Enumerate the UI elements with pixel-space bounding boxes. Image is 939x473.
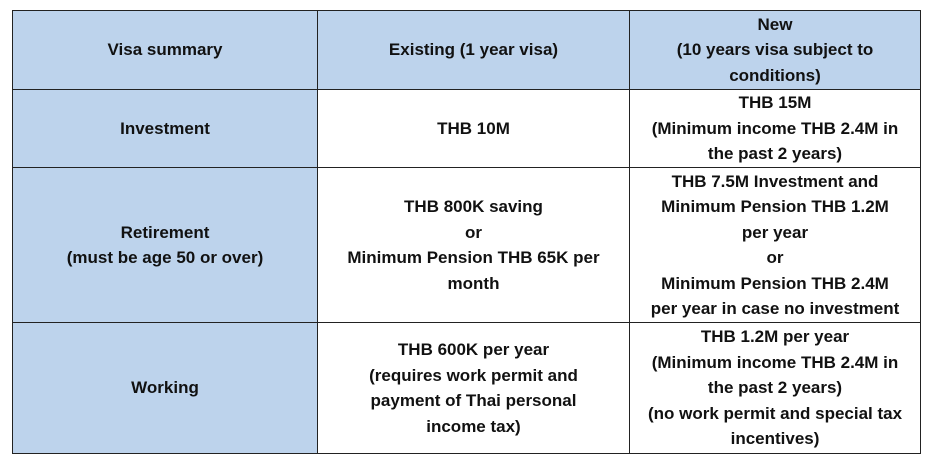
row-label-investment bbox=[13, 90, 318, 168]
header-new-line: New bbox=[757, 14, 793, 34]
cell-line: (Minimum income THB 2.4M in bbox=[651, 118, 899, 138]
cell-line: (Minimum income THB 2.4M in bbox=[651, 352, 899, 372]
cell-line: THB 1.2M per year bbox=[700, 327, 850, 347]
cell-line: Minimum Pension THB 1.2M bbox=[661, 197, 889, 216]
cell-line: (requires work permit and bbox=[369, 365, 578, 385]
header-new bbox=[630, 11, 921, 90]
cell-line: (no work permit and special tax bbox=[647, 403, 903, 423]
cell-line: THB 10M bbox=[437, 118, 510, 138]
cell-line: THB 600K per year bbox=[397, 340, 550, 359]
new-investment-cell bbox=[630, 90, 921, 168]
header-visa-summary-text: Visa summary bbox=[107, 40, 223, 60]
cell-line: THB 800K saving bbox=[404, 197, 543, 216]
cell-line: payment of Thai personal bbox=[370, 391, 577, 410]
cell-line: per year bbox=[741, 222, 809, 242]
new-working-cell bbox=[630, 323, 921, 454]
table-row-investment bbox=[13, 90, 921, 168]
existing-working-cell bbox=[318, 323, 630, 454]
visa-summary-table bbox=[12, 10, 921, 454]
cell-line: incentives) bbox=[730, 429, 820, 449]
header-existing bbox=[318, 11, 630, 90]
table-header-row bbox=[13, 11, 921, 90]
header-new-line: (10 years visa subject to bbox=[676, 40, 874, 60]
row-label-retirement bbox=[13, 168, 318, 323]
table-row-working bbox=[13, 323, 921, 454]
table-row-retirement bbox=[13, 168, 921, 323]
cell-line: income tax) bbox=[426, 416, 521, 436]
row-label-text: Retirement bbox=[120, 222, 210, 242]
cell-line: or bbox=[766, 248, 784, 267]
existing-retirement-cell bbox=[318, 168, 630, 323]
existing-investment-cell bbox=[318, 90, 630, 168]
cell-line: per year in case no investment bbox=[650, 299, 900, 318]
cell-line: THB 15M bbox=[738, 93, 812, 113]
cell-line: THB 7.5M Investment and bbox=[671, 171, 879, 191]
header-visa-summary bbox=[13, 11, 318, 90]
row-label-working bbox=[13, 323, 318, 454]
header-new-line: conditions) bbox=[729, 65, 821, 85]
new-retirement-cell bbox=[630, 168, 921, 323]
header-existing-text: Existing (1 year visa) bbox=[388, 40, 559, 60]
cell-line: Minimum Pension THB 65K per bbox=[347, 248, 600, 267]
cell-line: month bbox=[447, 273, 500, 293]
cell-line: the past 2 years) bbox=[707, 144, 843, 164]
cell-line: or bbox=[465, 222, 482, 242]
cell-line: Minimum Pension THB 2.4M bbox=[661, 273, 889, 293]
cell-line: the past 2 years) bbox=[707, 378, 843, 398]
row-label-subtext: (must be age 50 or over) bbox=[66, 248, 264, 267]
row-label-text: Investment bbox=[120, 118, 210, 138]
row-label-text: Working bbox=[131, 378, 199, 398]
